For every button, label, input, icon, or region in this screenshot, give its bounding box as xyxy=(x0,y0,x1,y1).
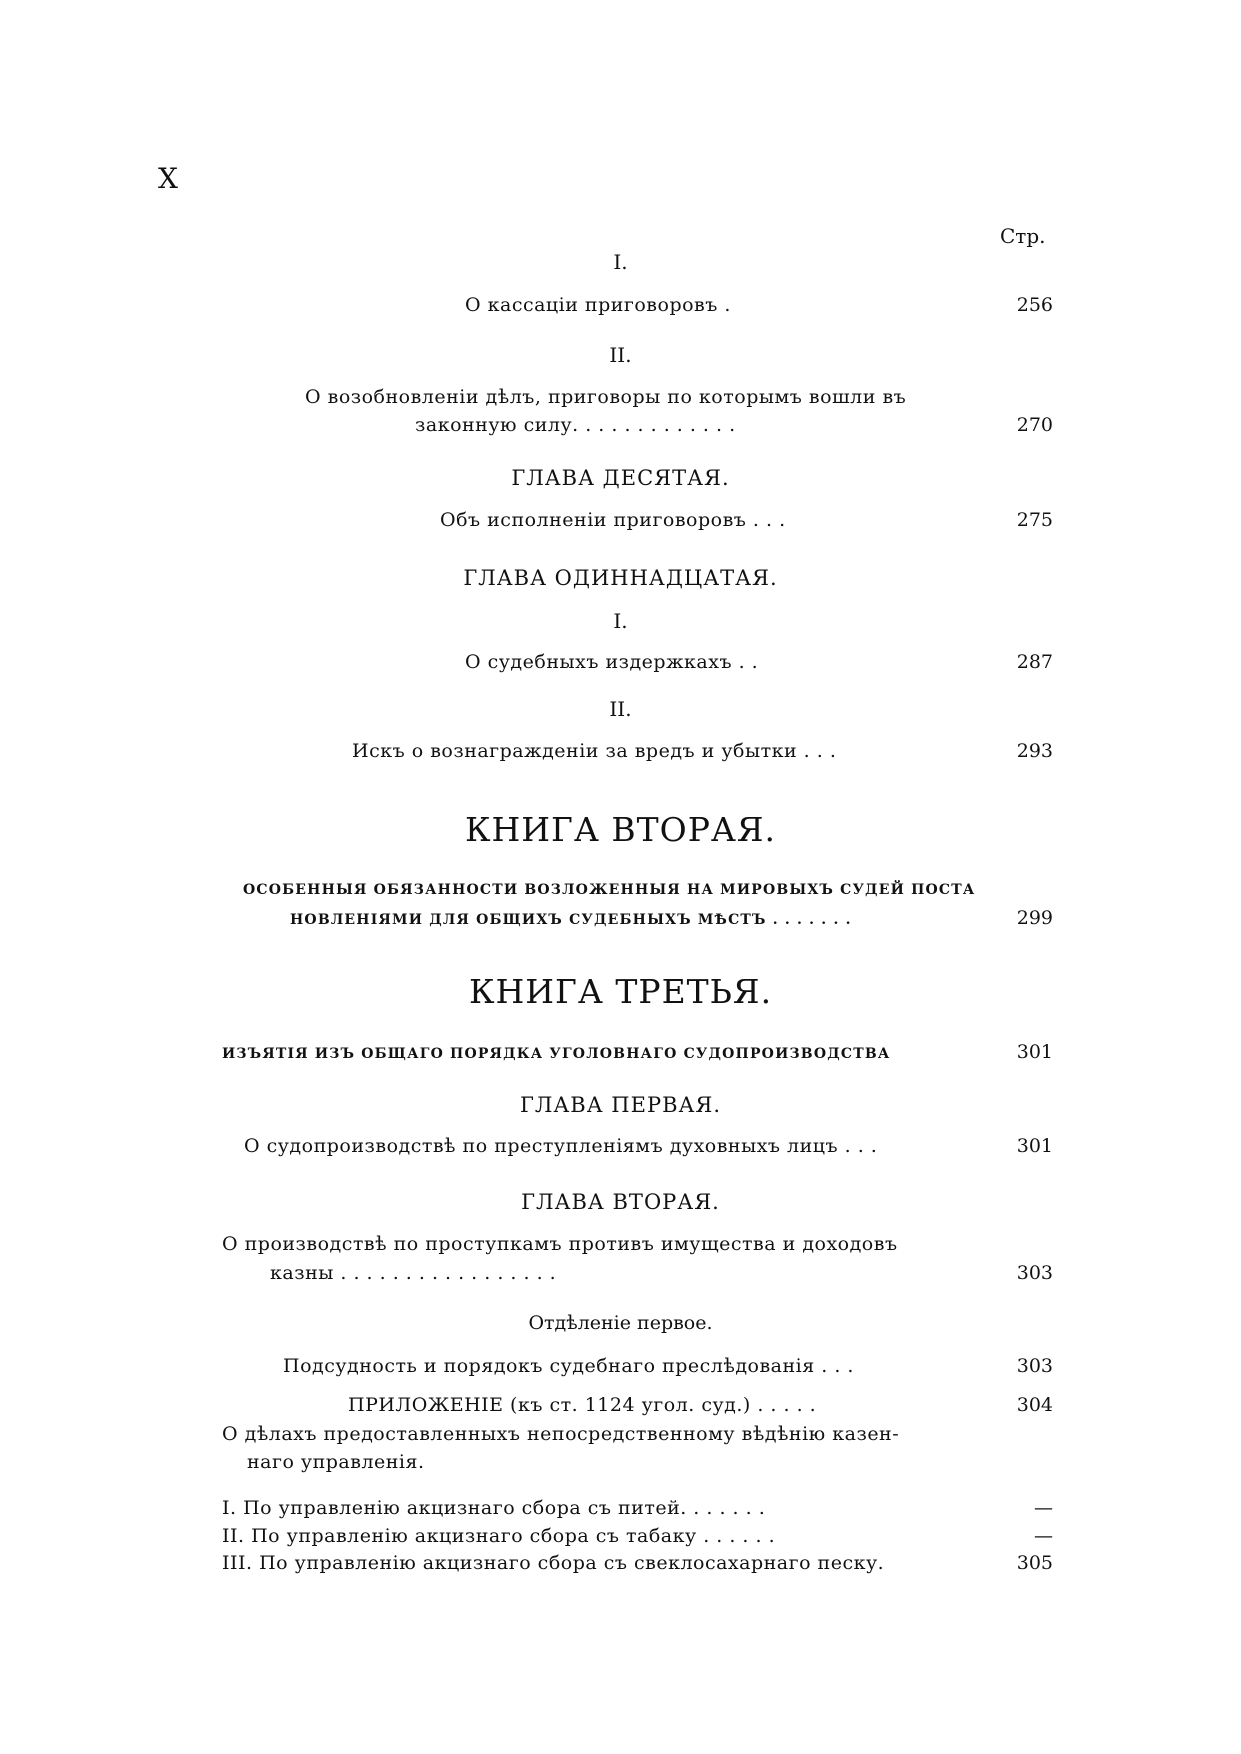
page-number: 256 xyxy=(1016,294,1053,316)
toc-entry-clergy: О судопроизводствѣ по преступленіямъ духовныхъ лицъ . . . xyxy=(244,1135,878,1157)
chapter-heading-10: ГЛАВА ДЕСЯТАЯ. xyxy=(511,466,730,490)
toc-entry-appendix-desc-line1: О дѣлахъ предоставленныхъ непосредственному вѣдѣнію казен- xyxy=(222,1423,900,1445)
toc-entry-jurisdiction: Подсудность и порядокъ судебнаго преслѣдованія . . . xyxy=(283,1355,854,1377)
page-number: 303 xyxy=(1016,1355,1053,1377)
section-roman-3: I. xyxy=(613,609,628,633)
section-roman-1: I. xyxy=(613,250,628,274)
page-number: 299 xyxy=(1016,907,1053,929)
page-number: — xyxy=(1034,1497,1053,1519)
toc-entry-cassation: О кассаціи приговоровъ . xyxy=(465,294,731,316)
page-number: 275 xyxy=(1016,509,1053,531)
toc-entry-excise-tobacco: II. По управленію акцизнаго сбора съ табаку . . . . . . xyxy=(222,1525,776,1547)
page-number: 287 xyxy=(1016,651,1053,673)
page-number: 293 xyxy=(1016,740,1053,762)
page-number: 303 xyxy=(1016,1262,1053,1284)
division-heading: Отдѣленіе первое. xyxy=(528,1312,713,1334)
toc-entry-appendix: ПРИЛОЖЕНІЕ (къ ст. 1124 угол. суд.) . . . . . xyxy=(348,1394,817,1416)
toc-entry-renewal-line1: О возобновленіи дѣлъ, приговоры по которымъ вошли въ xyxy=(305,386,907,408)
toc-entry-book3-exemptions: ИЗЪЯТІЯ ИЗЪ ОБЩАГО ПОРЯДКА УГОЛОВНАГО СУДОПРОИЗВОДСТВА xyxy=(222,1046,891,1062)
chapter-heading-2: ГЛАВА ВТОРАЯ. xyxy=(521,1190,720,1214)
page-column-header: Стр. xyxy=(1000,224,1046,248)
toc-entry-costs: О судебныхъ издержкахъ . . xyxy=(465,651,759,673)
toc-entry-treasury-line2: казны . . . . . . . . . . . . . . . . . xyxy=(270,1262,557,1284)
section-roman-4: II. xyxy=(609,697,632,721)
toc-entry-appendix-desc-line2: наго управленія. xyxy=(247,1451,425,1473)
book-heading-3: КНИГА ТРЕТЬЯ. xyxy=(468,972,773,1011)
toc-entry-excise-sugar: III. По управленію акцизнаго сбора съ свеклосахарнаго песку. xyxy=(222,1552,885,1574)
page-number: 305 xyxy=(1016,1552,1053,1574)
page-number: 270 xyxy=(1016,414,1053,436)
toc-entry-book2-line2: НОВЛЕНІЯМИ ДЛЯ ОБЩИХЪ СУДЕБНЫХЪ МѢСТЪ . . . . . . . xyxy=(290,912,852,928)
toc-entry-damages: Искъ о вознагражденіи за вредъ и убытки . . . xyxy=(352,740,837,762)
page-number: — xyxy=(1034,1525,1053,1547)
toc-entry-renewal-line2: законную силу. . . . . . . . . . . . . xyxy=(415,414,736,436)
chapter-heading-1: ГЛАВА ПЕРВАЯ. xyxy=(519,1093,722,1117)
page-number: 301 xyxy=(1016,1041,1053,1063)
chapter-heading-11: ГЛАВА ОДИННАДЦАТАЯ. xyxy=(463,566,778,590)
page-number: 304 xyxy=(1016,1394,1053,1416)
page-number: 301 xyxy=(1016,1135,1053,1157)
toc-entry-book2-line1: ОСОБЕННЫЯ ОБЯЗАННОСТИ ВОЗЛОЖЕННЫЯ НА МИРОВЫХЪ СУДЕЙ ПОСТА xyxy=(243,882,976,898)
toc-entry-excise-drinks: I. По управленію акцизнаго сбора съ питей. . . . . . . xyxy=(222,1497,766,1519)
book-heading-2: КНИГА ВТОРАЯ. xyxy=(464,810,777,849)
toc-entry-execution: Объ исполненіи приговоровъ . . . xyxy=(440,509,786,531)
toc-entry-treasury-line1: О производствѣ по проступкамъ противъ имущества и доходовъ xyxy=(222,1233,898,1255)
section-roman-2: II. xyxy=(609,343,632,367)
folio-number: X xyxy=(158,162,178,195)
